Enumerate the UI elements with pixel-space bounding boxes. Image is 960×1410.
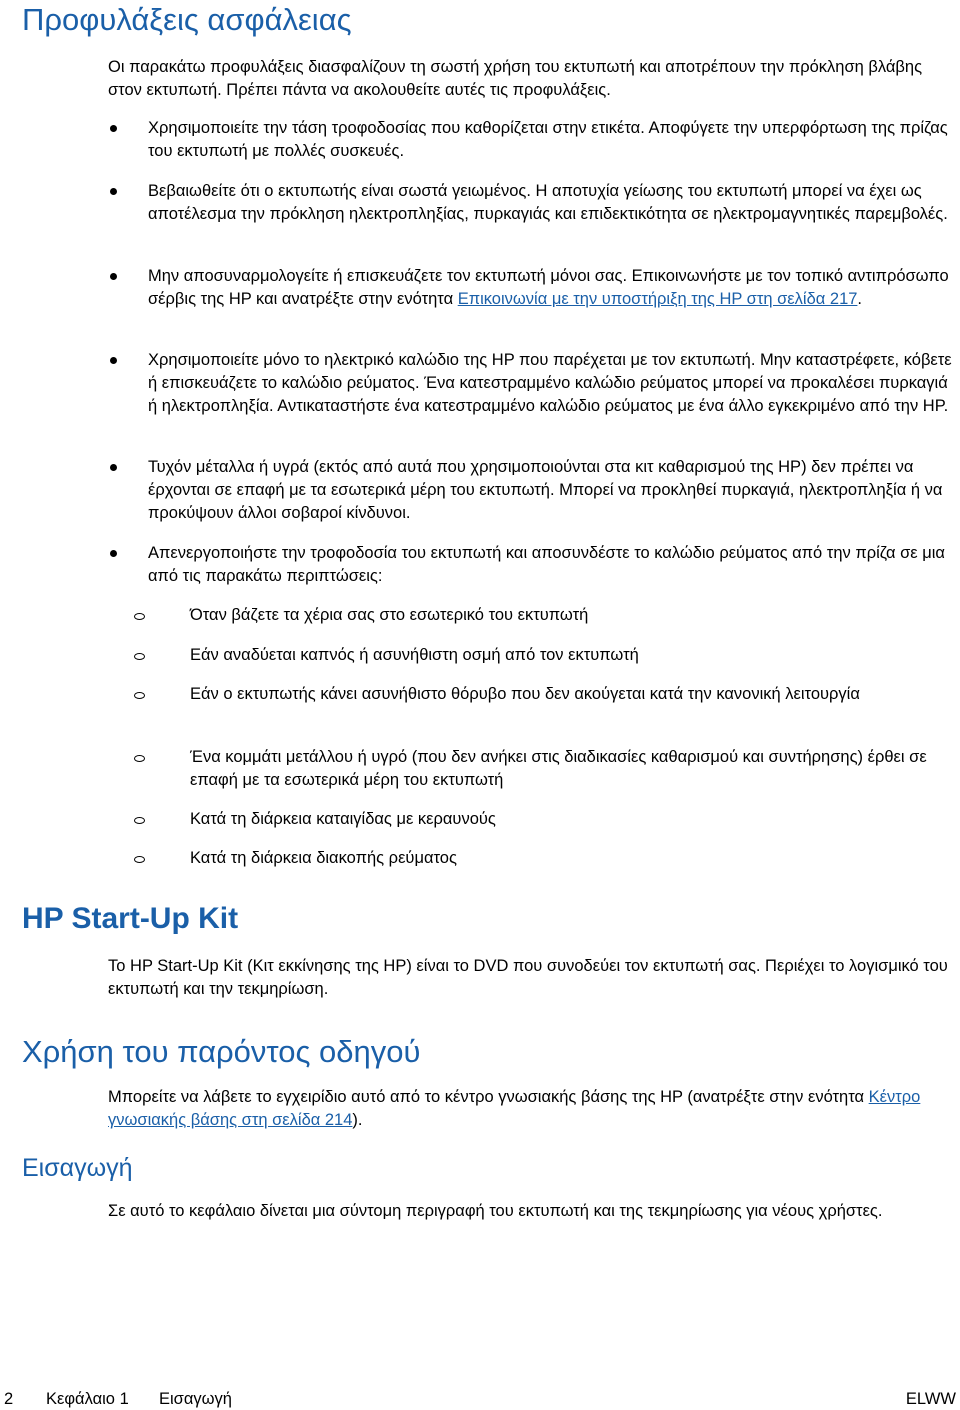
sub-list-item-text: Εάν ο εκτυπωτής κάνει ασυνήθιστο θόρυβο που δεν ακούγεται κατά την κανονική λειτουργία [190, 685, 860, 703]
sub-bullet-icon [134, 613, 145, 620]
sub-list-item-text: Ένα κομμάτι μετάλλου ή υγρό (που δεν ανήκει στις διαδικασίες καθαρισμού και συντήρησης) έρθει σε επαφή με τα εσωτερικά μέρη του εκτυπωτή [190, 748, 927, 789]
list-item [148, 180, 953, 226]
safety-intro: Οι παρακάτω προφυλάξεις διασφαλίζουν τη σωστή χρήση του εκτυπωτή και αποτρέπουν την πρόκληση βλάβης στον εκτυπωτή. Πρέπει πάντα να ακολουθείτε αυτές τις προφυλάξεις. [108, 58, 923, 99]
sub-list-item-text: Κατά τη διάρκεια διακοπής ρεύματος [190, 849, 457, 867]
sub-list-item [190, 683, 953, 706]
list-item-text: Βεβαιωθείτε ότι ο εκτυπωτής είναι σωστά γειωμένος. Η αποτυχία γείωσης του εκτυπωτή μπορεί να έχει ως αποτέλεσμα την πρόκληση ηλεκτροπληξίας, πυρκαγιάς και επιδεκτικότητα σε ηλεκτρομαγνητικές παρεμβολές. [148, 182, 948, 223]
section-heading-startup-kit: HP Start-Up Kit [22, 902, 239, 935]
bullet-icon [110, 357, 117, 364]
support-contact-link[interactable]: Επικοινωνία με την υποστήριξη της HP στη σελίδα 217 [457, 290, 858, 308]
introduction-body: Σε αυτό το κεφάλαιο δίνεται μια σύντομη περιγραφή του εκτυπωτή και της τεκμηρίωσης για νέους χρήστες. [108, 1202, 883, 1220]
sub-list-item-text: Όταν βάζετε τα χέρια σας στο εσωτερικό του εκτυπωτή [190, 606, 589, 624]
list-item-text: Μην αποσυναρμολογείτε ή επισκευάζετε τον εκτυπωτή μόνοι σας. Επικοινωνήστε με τον τοπικό αντιπρόσωπο σέρβις της HP και ανατρέξτε στην ενότητα [148, 267, 949, 308]
page-number: 2 [4, 1390, 14, 1408]
list-item [148, 117, 953, 163]
footer-chapter-title: Εισαγωγή [159, 1390, 232, 1408]
bullet-icon [110, 550, 117, 557]
list-item [148, 265, 953, 311]
sub-list-item [190, 604, 953, 627]
knowledge-center-link[interactable]: Κέντρο γνωσιακής βάσης στη σελίδα 214 [108, 1088, 921, 1129]
list-item-text: Χρησιμοποιείτε μόνο το ηλεκτρικό καλώδιο της HP που παρέχεται με τον εκτυπωτή. Μην καταστρέφετε, κόβετε ή επισκευάζετε το καλώδιο ρεύματος. Ένα κατεστραμμένο καλώδιο ρεύματος μπορεί να προκαλέσει πυρκαγιά ή ηλεκτροπληξία. Αντικαταστήστε ένα κατεστραμμένο καλώδιο ρεύματος με ένα άλλο εγκεκριμένο από την HP. [148, 351, 952, 415]
sub-list-item [190, 644, 953, 667]
using-guide-text: Μπορείτε να λάβετε το εγχειρίδιο αυτό από το κέντρο γνωσιακής βάσης της HP (ανατρέξτε στην ενότητα [108, 1088, 869, 1106]
sub-bullet-icon [134, 653, 145, 660]
using-guide-text-end: ). [352, 1111, 363, 1129]
list-item-text-end: . [857, 290, 863, 308]
list-item-text: Τυχόν μέταλλα ή υγρά (εκτός από αυτά που χρησιμοποιούνται στα κιτ καθαρισμού της HP) δεν πρέπει να έρχονται σε επαφή με τα εσωτερικά μέρη του εκτυπωτή. Μπορεί να προκληθεί πυρκαγιά, ηλεκτροπληξία ή να προκύψουν άλλοι σοβαροί κίνδυνοι. [148, 458, 943, 522]
sub-bullet-icon [134, 817, 145, 824]
list-item [148, 542, 953, 588]
list-item [148, 349, 953, 418]
list-item [148, 456, 953, 525]
sub-list-item [190, 746, 953, 792]
bullet-icon [110, 125, 117, 132]
startup-kit-body: Το HP Start-Up Kit (Κιτ εκκίνησης της HP) είναι το DVD που συνοδεύει τον εκτυπωτή σας. Περιέχει το λογισμικό του εκτυπωτή και την τεκμηρίωση. [108, 957, 948, 998]
bullet-icon [110, 273, 117, 280]
list-item-text: Απενεργοποιήστε την τροφοδοσία του εκτυπωτή και αποσυνδέστε το καλώδιο ρεύματος από την πρίζα σε μια από τις παρακάτω περιπτώσεις: [148, 544, 945, 585]
bullet-icon [110, 464, 117, 471]
sub-bullet-icon [134, 692, 145, 699]
sub-list-item-text: Εάν αναδύεται καπνός ή ασυνήθιστη οσμή από τον εκτυπωτή [190, 646, 639, 664]
list-item-text: Χρησιμοποιείτε την τάση τροφοδοσίας που καθορίζεται στην ετικέτα. Αποφύγετε την υπερφόρτωση της πρίζας του εκτυπωτή με πολλές συσκευές. [148, 119, 948, 160]
bullet-icon [110, 188, 117, 195]
footer-brand: ELWW [905, 1390, 956, 1408]
sub-list-item-text: Κατά τη διάρκεια καταιγίδας με κεραυνούς [190, 810, 496, 828]
footer-chapter: Κεφάλαιο 1 [46, 1390, 129, 1408]
using-guide-body [108, 1086, 953, 1132]
sub-bullet-icon [134, 755, 145, 762]
section-heading-using-guide: Χρήση του παρόντος οδηγού [22, 1034, 421, 1069]
sub-bullet-icon [134, 856, 145, 863]
sub-list-item [190, 808, 953, 831]
section-heading-introduction: Εισαγωγή [22, 1154, 133, 1182]
section-heading-safety: Προφυλάξεις ασφάλειας [22, 2, 352, 37]
sub-list-item [190, 847, 953, 870]
